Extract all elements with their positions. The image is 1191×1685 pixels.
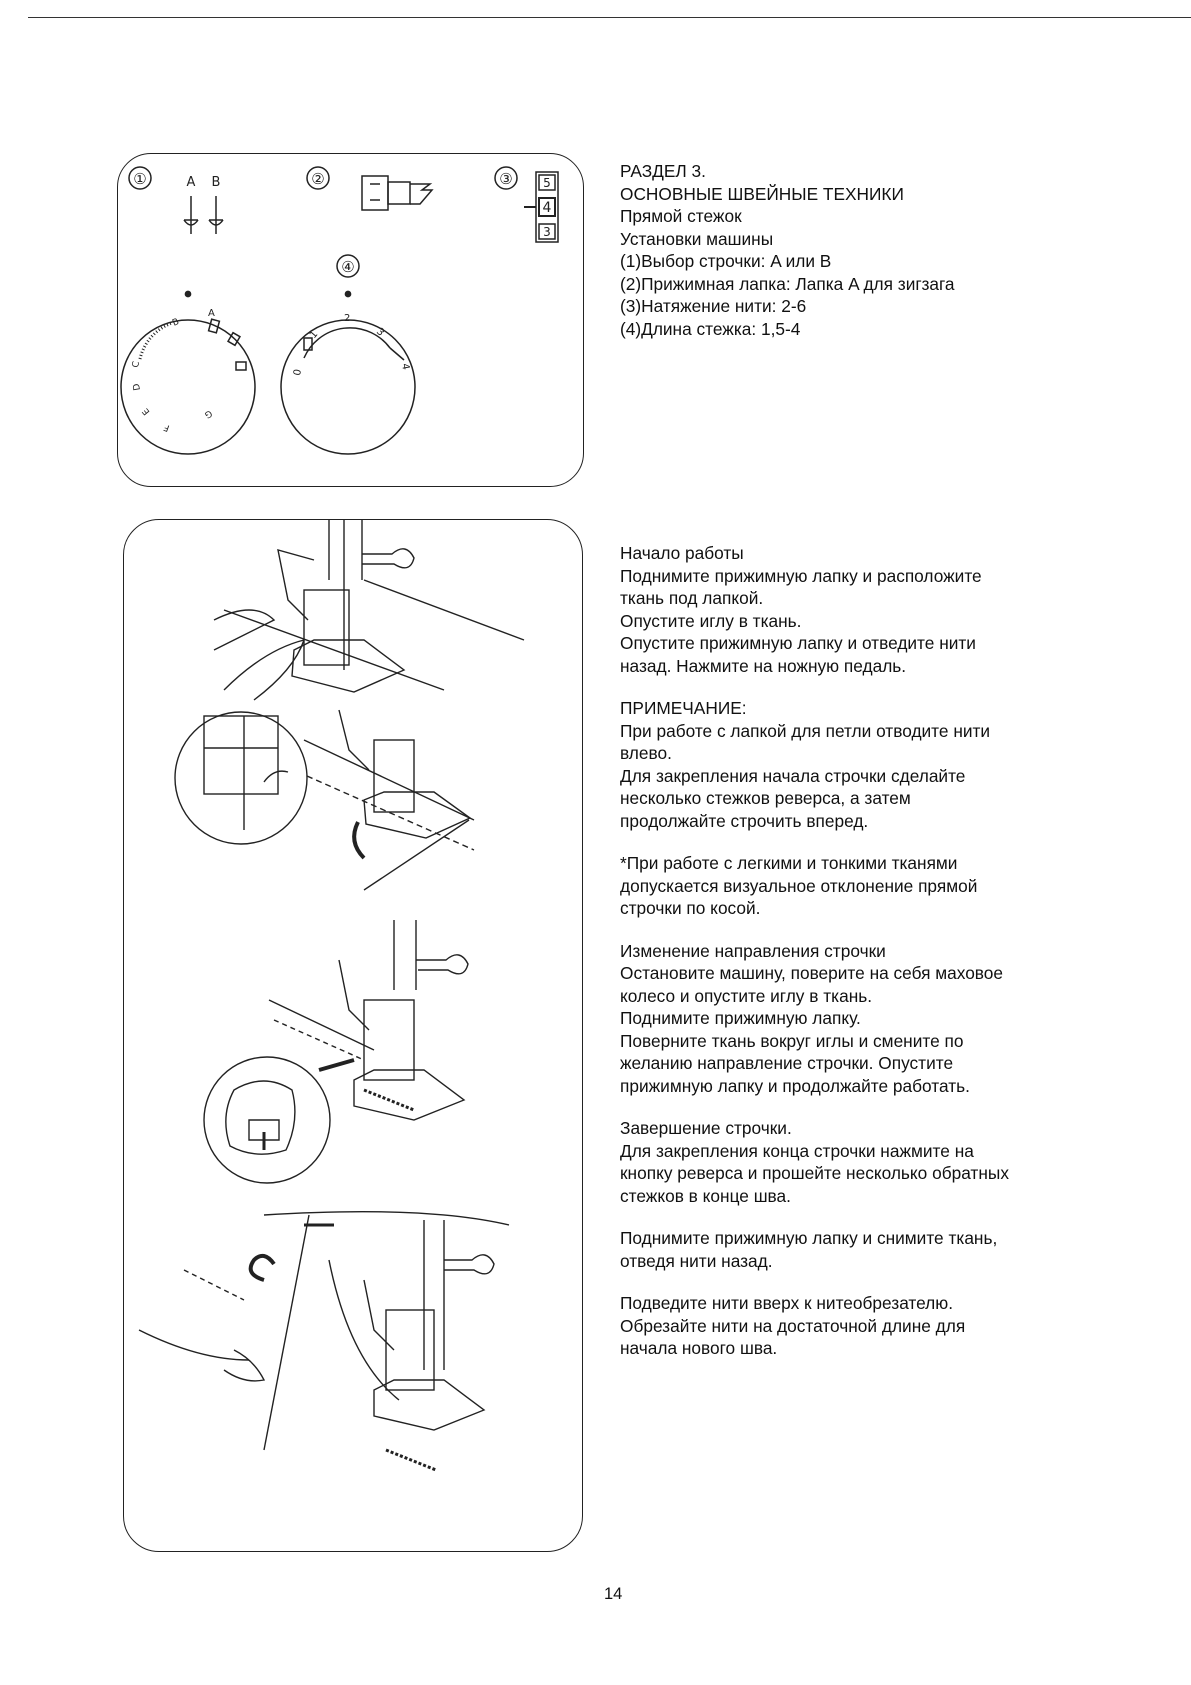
marker-3: ③ bbox=[499, 170, 513, 188]
length-number-1: 1 bbox=[307, 328, 321, 341]
pattern-label-a: A bbox=[186, 175, 196, 190]
finish-line: стежков в конце шва. bbox=[620, 1185, 791, 1206]
top-rule bbox=[28, 17, 1191, 18]
length-number-3: 3 bbox=[373, 326, 387, 339]
length-number-4: 4 bbox=[399, 362, 411, 371]
start-heading: Начало работы bbox=[620, 543, 744, 563]
section-heading: РАЗДЕЛ 3. bbox=[620, 161, 706, 181]
selector-letter-g: G bbox=[202, 407, 214, 420]
selector-letter-f: F bbox=[162, 421, 172, 433]
straight-stitch-a-icon bbox=[184, 196, 198, 234]
start-line: Опустите прижимную лапку и отведите нити bbox=[620, 633, 976, 653]
direction-line: Поднимите прижимную лапку. bbox=[620, 1008, 861, 1028]
note-heading: ПРИМЕЧАНИЕ: bbox=[620, 698, 747, 718]
remove-line: отведя нити назад. bbox=[620, 1250, 773, 1271]
note-line: влево. bbox=[620, 743, 672, 763]
start-line: ткань под лапкой. bbox=[620, 588, 764, 608]
selector-letter-e: E bbox=[140, 405, 153, 417]
marker-1: ① bbox=[133, 170, 147, 188]
section-header bbox=[620, 160, 955, 340]
machine-settings-illustration bbox=[117, 153, 584, 487]
settings-heading: Установки машины bbox=[620, 228, 774, 249]
note-line: несколько стежков реверса, а затем bbox=[620, 788, 911, 808]
start-line: Поднимите прижимную лапку и расположите bbox=[620, 565, 982, 586]
direction-line: прижимную лапку и продолжайте работать. bbox=[620, 1075, 970, 1096]
start-line: Опустите иглу в ткань. bbox=[620, 610, 802, 631]
cut-line: Подведите нити вверх к нитеобрезателю. bbox=[620, 1293, 954, 1313]
cut-line: начала нового шва. bbox=[620, 1338, 778, 1358]
note-line: Для закрепления начала строчки сделайте bbox=[620, 765, 966, 786]
section-title: ОСНОВНЫЕ ШВЕЙНЫЕ ТЕХНИКИ bbox=[620, 183, 904, 204]
note-line: продолжайте строчить вперед. bbox=[620, 810, 869, 831]
settings-item: (2)Прижимная лапка: Лапка A для зигзага bbox=[620, 273, 955, 294]
cut-line: Обрезайте нити на достаточной длине для bbox=[620, 1315, 966, 1336]
note-line: При работе с лапкой для петли отводите нити bbox=[620, 720, 991, 741]
remove-line: Поднимите прижимную лапку и снимите ткань, bbox=[620, 1228, 998, 1248]
direction-line: желанию направление строчки. Опустите bbox=[620, 1053, 954, 1073]
selector-letter-c: C bbox=[131, 360, 143, 369]
direction-line: Поверните ткань вокруг иглы и смените по bbox=[620, 1030, 964, 1051]
finish-line: кнопку реверса и прошейте несколько обратных bbox=[620, 1163, 1009, 1183]
tension-number-3: 3 bbox=[543, 225, 551, 239]
pattern-label-b: B bbox=[211, 175, 221, 190]
marker-4: ④ bbox=[341, 258, 355, 276]
zigzag-foot-a-icon bbox=[362, 176, 432, 210]
tension-number-5: 5 bbox=[543, 176, 551, 190]
thread-cutter-illustration bbox=[139, 1212, 509, 1470]
straight-stitch-b-icon bbox=[209, 196, 223, 234]
marker-2: ② bbox=[311, 170, 325, 188]
selector-letter-d: D bbox=[131, 382, 143, 392]
thread-tension-window bbox=[524, 172, 558, 242]
light-fabric-line: строчки по косой. bbox=[620, 898, 761, 918]
settings-item: (4)Длина стежка: 1,5-4 bbox=[620, 318, 801, 339]
direction-line: колесо и опустите иглу в ткань. bbox=[620, 985, 873, 1006]
pattern-selector-dial bbox=[121, 291, 255, 454]
reverse-stitch-illustration bbox=[175, 710, 474, 890]
settings-item: (3)Натяжение нити: 2-6 bbox=[620, 296, 807, 316]
settings-item: (1)Выбор строчки: A или B bbox=[620, 251, 832, 271]
start-sewing-illustration bbox=[214, 520, 524, 700]
light-fabric-line: допускается визуальное отклонение прямой bbox=[620, 875, 978, 896]
length-number-0: 0 bbox=[292, 368, 305, 377]
tension-number-4: 4 bbox=[542, 200, 552, 216]
finish-heading: Завершение строчки. bbox=[620, 1118, 792, 1138]
light-fabric-line: *При работе с легкими и тонкими тканями bbox=[620, 853, 958, 873]
page-number: 14 bbox=[604, 1585, 623, 1603]
instructions bbox=[620, 542, 1009, 1360]
selector-letter-b: B bbox=[171, 317, 181, 329]
start-line: назад. Нажмите на ножную педаль. bbox=[620, 655, 907, 676]
length-number-2: 2 bbox=[344, 313, 351, 324]
finish-line: Для закрепления конца строчки нажмите на bbox=[620, 1140, 974, 1161]
section-subtitle: Прямой стежок bbox=[620, 206, 742, 226]
sewing-steps-illustration bbox=[123, 519, 583, 1552]
selector-letter-a: A bbox=[208, 308, 215, 319]
direction-heading: Изменение направления строчки bbox=[620, 940, 886, 961]
reverse-button-illustration bbox=[204, 920, 468, 1183]
direction-line: Остановите машину, поверите на себя маховое bbox=[620, 963, 1004, 983]
